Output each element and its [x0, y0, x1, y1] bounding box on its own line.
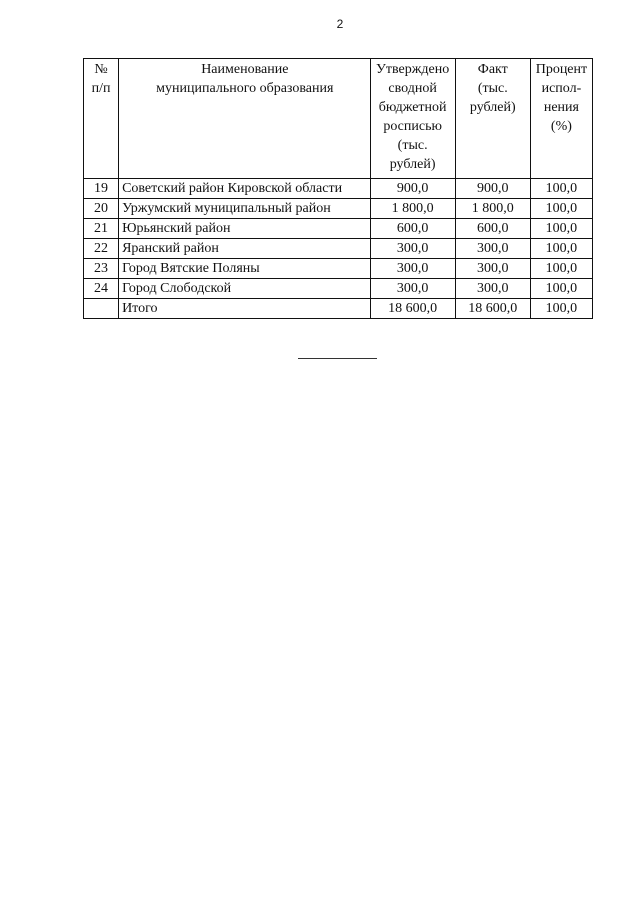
row-municipality: Город Слободской	[119, 279, 370, 299]
header-line: п/п	[91, 81, 111, 96]
row-percent: 100,0	[530, 279, 592, 299]
row-percent: 100,0	[530, 219, 592, 239]
header-percent	[530, 59, 592, 179]
header-line: Утверждено	[375, 62, 450, 77]
header-line: рублей)	[469, 100, 516, 115]
header-line: бюджетной	[378, 100, 447, 115]
row-municipality: Юрьянский район	[119, 219, 370, 239]
row-percent: 100,0	[530, 239, 592, 259]
table-row	[84, 179, 593, 199]
total-fact: 18 600,0	[455, 299, 530, 319]
table-row	[84, 219, 593, 239]
row-approved: 300,0	[370, 259, 455, 279]
header-line: сводной	[388, 81, 437, 96]
header-municipality	[119, 59, 370, 179]
header-fact	[455, 59, 530, 179]
total-number	[84, 299, 119, 319]
row-approved: 300,0	[370, 239, 455, 259]
row-fact: 1 800,0	[455, 199, 530, 219]
row-number: 19	[84, 179, 119, 199]
header-number	[84, 59, 119, 179]
header-line: росписью	[383, 119, 442, 134]
budget-execution-table	[83, 58, 593, 319]
table-row	[84, 199, 593, 219]
header-line: (%)	[550, 119, 572, 134]
row-fact: 900,0	[455, 179, 530, 199]
header-line: Факт	[477, 62, 508, 77]
header-line: №	[94, 62, 108, 77]
row-fact: 300,0	[455, 279, 530, 299]
row-number: 22	[84, 239, 119, 259]
header-line: муниципального образования	[156, 81, 334, 96]
end-divider-line	[298, 358, 377, 359]
header-line: нения	[543, 100, 579, 115]
row-municipality: Город Вятские Поляны	[119, 259, 370, 279]
total-label: Итого	[119, 299, 370, 319]
row-approved: 600,0	[370, 219, 455, 239]
row-approved: 300,0	[370, 279, 455, 299]
row-approved: 900,0	[370, 179, 455, 199]
header-line: (тыс.	[397, 138, 428, 153]
total-approved: 18 600,0	[370, 299, 455, 319]
page-number: 2	[336, 17, 344, 31]
table-row	[84, 239, 593, 259]
table-row	[84, 259, 593, 279]
row-number: 23	[84, 259, 119, 279]
header-approved	[370, 59, 455, 179]
row-percent: 100,0	[530, 259, 592, 279]
row-approved: 1 800,0	[370, 199, 455, 219]
table-total-row	[84, 299, 593, 319]
row-number: 20	[84, 199, 119, 219]
table-header-row	[84, 59, 593, 179]
row-municipality: Уржумский муниципальный район	[119, 199, 370, 219]
header-line: рублей)	[389, 157, 436, 172]
row-number: 21	[84, 219, 119, 239]
header-line: Наименование	[201, 62, 289, 77]
header-line: (тыс.	[477, 81, 508, 96]
row-fact: 300,0	[455, 259, 530, 279]
total-percent: 100,0	[530, 299, 592, 319]
row-percent: 100,0	[530, 199, 592, 219]
table-row	[84, 279, 593, 299]
row-percent: 100,0	[530, 179, 592, 199]
row-number: 24	[84, 279, 119, 299]
row-municipality: Яранский район	[119, 239, 370, 259]
row-municipality: Советский район Кировской области	[119, 179, 370, 199]
row-fact: 600,0	[455, 219, 530, 239]
row-fact: 300,0	[455, 239, 530, 259]
header-line: Процент	[535, 62, 588, 77]
header-line: испол-	[541, 81, 582, 96]
